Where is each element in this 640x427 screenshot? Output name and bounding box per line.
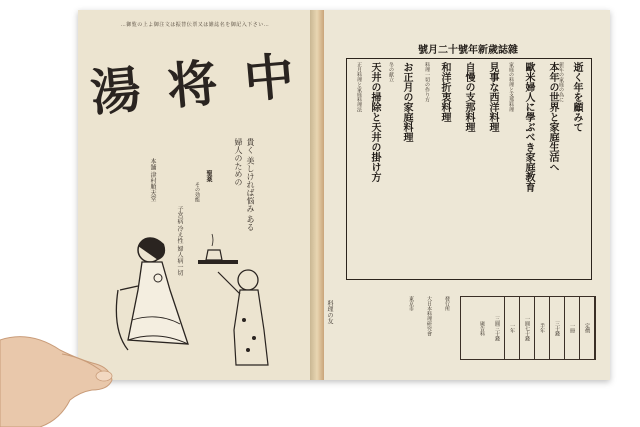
toc-subtitle: 家庭の料理と支那料理 bbox=[508, 62, 514, 112]
book-spine bbox=[310, 10, 324, 380]
price-table-cell: 一冊 bbox=[565, 297, 580, 359]
toc-item[interactable]: 和洋折衷料理 bbox=[439, 62, 450, 122]
ad-title-char: 将 bbox=[164, 53, 220, 117]
ad-lead-line: 貴く bbox=[246, 138, 255, 154]
ad-efficacy-label: その効能 bbox=[194, 182, 200, 202]
price-table-cell: 三圓三十錢 bbox=[490, 297, 505, 359]
toc-item[interactable]: 歐米婦人に學ぶべき家庭教育 bbox=[523, 62, 534, 192]
publisher-line: 東京市 bbox=[408, 296, 414, 311]
price-table-cell: 廣告料 bbox=[479, 320, 485, 336]
toc-item[interactable]: 本年の世界と家庭生活へ bbox=[547, 62, 558, 172]
ad-ailment-item: 子宮病 bbox=[176, 206, 183, 224]
toc-item[interactable]: 見事な西洋料理 bbox=[487, 62, 498, 132]
page-number: 料理の友 bbox=[326, 300, 333, 324]
toc-subtitle: 新年の家庭の為に bbox=[558, 62, 564, 102]
magazine-spread bbox=[78, 10, 610, 380]
ad-title-char: 湯 bbox=[88, 60, 144, 123]
price-table-cell: 半年 bbox=[535, 297, 550, 359]
ad-category-label: 聖薬 bbox=[205, 170, 212, 182]
ad-ailment-item: 婦人病一切 bbox=[176, 245, 183, 276]
toc-subtitle: 料理一切の作り方 bbox=[424, 62, 430, 102]
ad-lead-line: ある婦人のための bbox=[234, 138, 255, 232]
publisher-line: 大日本料理研究會 bbox=[426, 296, 432, 336]
ad-ailment-item: 冷え性 bbox=[176, 225, 183, 244]
ad-company-name: 本舗 津村順天堂 bbox=[149, 158, 156, 202]
toc-item[interactable]: 天井の掃除と天井の掛け方 bbox=[369, 62, 380, 182]
toc-header: 號月二十號年新歲誌雜 bbox=[418, 45, 518, 56]
toc-item[interactable]: 逝く年を顧みて bbox=[571, 62, 582, 132]
toc-item[interactable]: 自慢の支那料理 bbox=[463, 62, 474, 132]
ad-footer-note: …御覧の上よ御注文は振替伝票又は雑誌名を御記入下さい… bbox=[120, 22, 270, 28]
price-table-cell: 一圓七十錢 bbox=[520, 297, 535, 359]
price-table-cell: 一年 bbox=[505, 297, 520, 359]
publisher-line: 發行所 bbox=[444, 296, 450, 311]
ad-brand-title bbox=[87, 37, 296, 125]
toc-item[interactable]: お正月の家庭料理 bbox=[401, 62, 412, 142]
price-table-title: 定價 bbox=[580, 297, 595, 359]
price-table-cell: 三十錢 bbox=[550, 297, 565, 359]
ad-lead-line: 美しければ悩み bbox=[246, 156, 255, 213]
toc-subtitle: 正月料理と家庭料理法 bbox=[356, 62, 362, 112]
toc-subtitle: 冬の献立 bbox=[388, 62, 394, 82]
right-page-contents bbox=[324, 10, 610, 380]
price-table bbox=[460, 296, 596, 360]
ad-title-char: 中 bbox=[241, 47, 297, 110]
hand-illustration bbox=[0, 320, 140, 427]
